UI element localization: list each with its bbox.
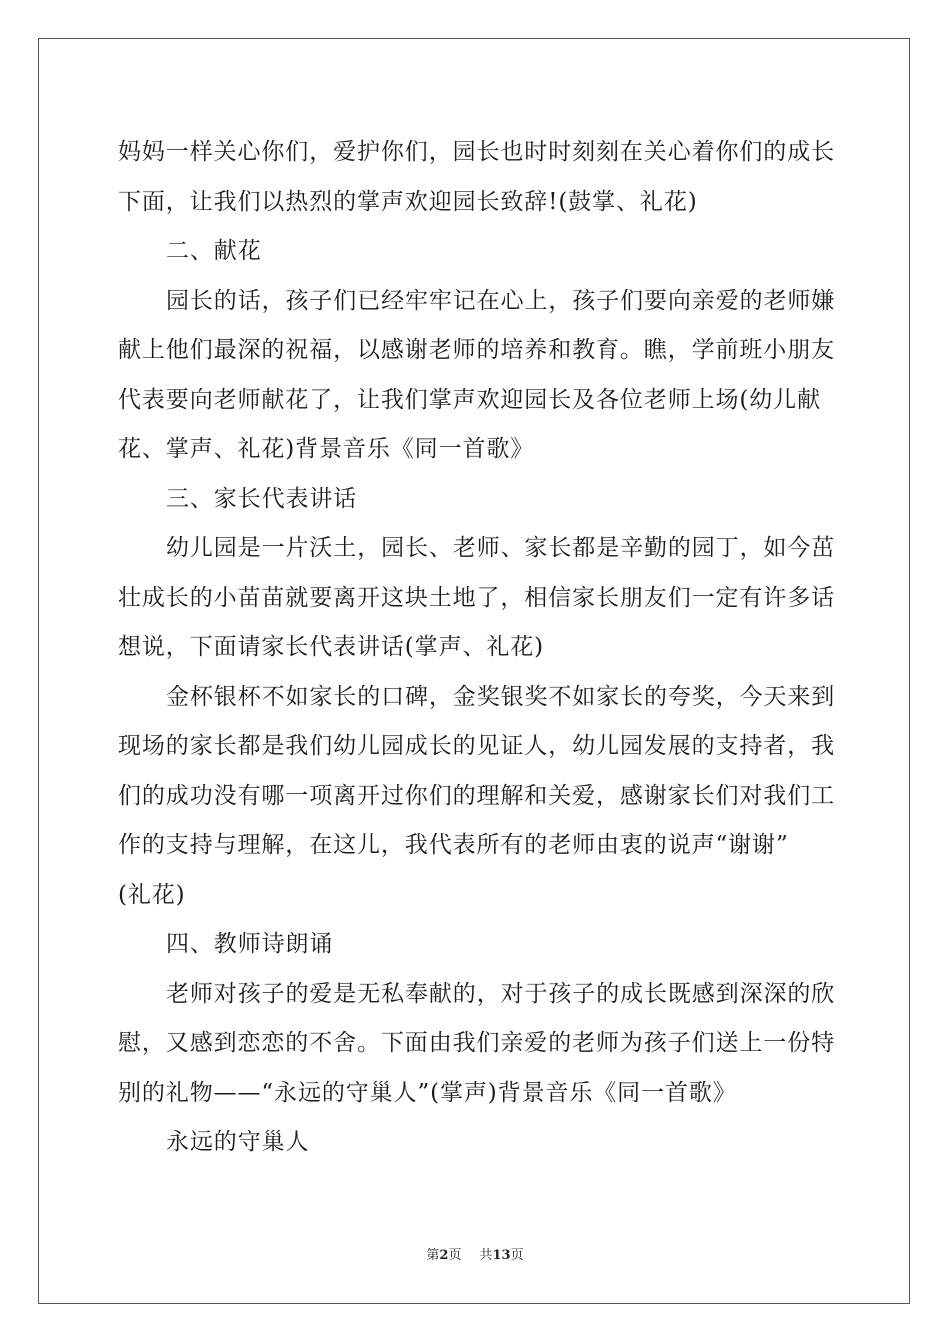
text-line: 们的成功没有哪一项离开过你们的理解和关爱，感谢家长们对我们工 [118, 782, 835, 809]
text-line: 下面，让我们以热烈的掌声欢迎园长致辞!(鼓掌、礼花) [118, 188, 698, 215]
text-line: 现场的家长都是我们幼儿园成长的见证人，幼儿园发展的支持者，我 [118, 733, 835, 759]
text-line: 代表要向老师献花了，让我们掌声欢迎园长及各位老师上场(幼儿献 [118, 386, 821, 413]
text-line: 二、献花 [166, 238, 262, 264]
text-line: 想说，下面请家长代表讲话(掌声、礼花) [118, 634, 545, 660]
text-line: (礼花) [118, 881, 186, 908]
footer-total-unit: 页 [510, 1248, 524, 1263]
text-line: 三、家长代表讲话 [166, 485, 358, 512]
text-line: 四、教师诗朗诵 [166, 931, 334, 957]
text-line: 花、掌声、礼花)背景音乐《同一首歌》 [118, 436, 535, 462]
total-pages-number: 13 [492, 1248, 511, 1263]
footer-page-unit: 页 [448, 1248, 462, 1263]
text-line: 金杯银杯不如家长的口碑，金奖银奖不如家长的夸奖，今天来到 [166, 683, 836, 710]
footer-total-prefix: 共 [479, 1248, 493, 1263]
page-footer [0, 1246, 950, 1266]
text-line: 园长的话，孩子们已经牢牢记在心上，孩子们要向亲爱的老师嫌 [166, 287, 836, 314]
document-body [118, 128, 834, 1168]
text-line: 永远的守巢人 [166, 1129, 310, 1155]
text-line: 作的支持与理解，在这儿，我代表所有的老师由衷的说声“谢谢” [118, 832, 789, 858]
text-line: 幼儿园是一片沃土，园长、老师、家长都是辛勤的园丁，如今茁 [166, 535, 836, 561]
text-line: 献上他们最深的祝福，以感谢老师的培养和教育。瞧，学前班小朋友 [118, 337, 835, 363]
footer-prefix: 第 [426, 1248, 440, 1263]
current-page-number: 2 [439, 1248, 449, 1263]
text-line: 壮成长的小苗苗就要离开这块土地了，相信家长朋友们一定有许多话 [118, 584, 835, 611]
text-line: 慰，又感到恋恋的不舍。下面由我们亲爱的老师为孩子们送上一份特 [118, 1030, 835, 1056]
text-line: 别的礼物——“永远的守巢人”(掌声)背景音乐《同一首歌》 [118, 1079, 737, 1106]
text-line: 老师对孩子的爱是无私奉献的，对于孩子的成长既感到深深的欣 [166, 980, 836, 1007]
text-line: 妈妈一样关心你们，爱护你们，园长也时时刻刻在关心着你们的成长 [118, 139, 835, 165]
